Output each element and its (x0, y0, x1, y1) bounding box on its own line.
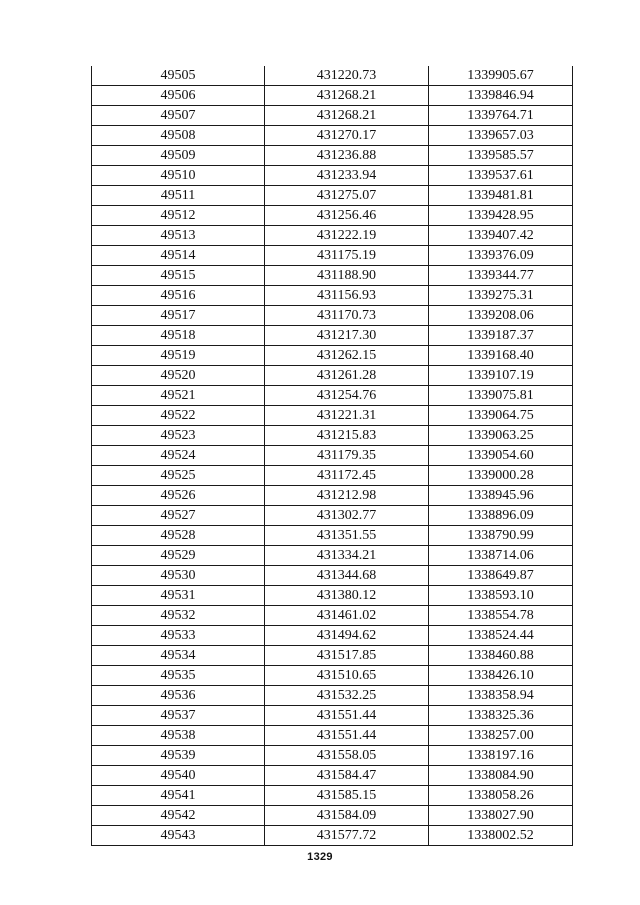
y-coordinate-cell: 1339407.42 (429, 226, 573, 246)
table-row (92, 626, 573, 646)
x-coordinate-cell: 431584.09 (265, 806, 429, 826)
x-coordinate-cell: 431494.62 (265, 626, 429, 646)
x-coordinate-cell: 431380.12 (265, 586, 429, 606)
point-number-cell: 49525 (92, 466, 265, 486)
point-number-cell: 49510 (92, 166, 265, 186)
table-row (92, 226, 573, 246)
table-row (92, 666, 573, 686)
point-number-cell: 49530 (92, 566, 265, 586)
y-coordinate-cell: 1338593.10 (429, 586, 573, 606)
x-coordinate-cell: 431179.35 (265, 446, 429, 466)
x-coordinate-cell: 431220.73 (265, 66, 429, 86)
point-number-cell: 49511 (92, 186, 265, 206)
x-coordinate-cell: 431217.30 (265, 326, 429, 346)
x-coordinate-cell: 431254.76 (265, 386, 429, 406)
point-number-cell: 49539 (92, 746, 265, 766)
x-coordinate-cell: 431261.28 (265, 366, 429, 386)
point-number-cell: 49527 (92, 506, 265, 526)
table-row (92, 186, 573, 206)
table-row (92, 286, 573, 306)
y-coordinate-cell: 1338524.44 (429, 626, 573, 646)
table-row (92, 126, 573, 146)
point-number-cell: 49524 (92, 446, 265, 466)
y-coordinate-cell: 1339208.06 (429, 306, 573, 326)
y-coordinate-cell: 1338358.94 (429, 686, 573, 706)
point-number-cell: 49529 (92, 546, 265, 566)
table-row (92, 446, 573, 466)
point-number-cell: 49514 (92, 246, 265, 266)
point-number-cell: 49538 (92, 726, 265, 746)
x-coordinate-cell: 431275.07 (265, 186, 429, 206)
table-row (92, 66, 573, 86)
x-coordinate-cell: 431344.68 (265, 566, 429, 586)
point-number-cell: 49516 (92, 286, 265, 306)
y-coordinate-cell: 1339428.95 (429, 206, 573, 226)
table-row (92, 426, 573, 446)
y-coordinate-cell: 1338058.26 (429, 786, 573, 806)
y-coordinate-cell: 1339275.31 (429, 286, 573, 306)
y-coordinate-cell: 1338257.00 (429, 726, 573, 746)
table-row (92, 166, 573, 186)
x-coordinate-cell: 431351.55 (265, 526, 429, 546)
x-coordinate-cell: 431170.73 (265, 306, 429, 326)
point-number-cell: 49521 (92, 386, 265, 406)
x-coordinate-cell: 431558.05 (265, 746, 429, 766)
table-row (92, 506, 573, 526)
point-number-cell: 49520 (92, 366, 265, 386)
table-row (92, 206, 573, 226)
table-row (92, 686, 573, 706)
x-coordinate-cell: 431175.19 (265, 246, 429, 266)
x-coordinate-cell: 431156.93 (265, 286, 429, 306)
y-coordinate-cell: 1339344.77 (429, 266, 573, 286)
table-row (92, 346, 573, 366)
point-number-cell: 49522 (92, 406, 265, 426)
point-number-cell: 49507 (92, 106, 265, 126)
y-coordinate-cell: 1338325.36 (429, 706, 573, 726)
point-number-cell: 49533 (92, 626, 265, 646)
table-row (92, 326, 573, 346)
x-coordinate-cell: 431461.02 (265, 606, 429, 626)
table-row (92, 266, 573, 286)
y-coordinate-cell: 1339905.67 (429, 66, 573, 86)
point-number-cell: 49505 (92, 66, 265, 86)
y-coordinate-cell: 1338084.90 (429, 766, 573, 786)
table-row (92, 106, 573, 126)
point-number-cell: 49512 (92, 206, 265, 226)
table-row (92, 526, 573, 546)
point-number-cell: 49541 (92, 786, 265, 806)
x-coordinate-cell: 431236.88 (265, 146, 429, 166)
y-coordinate-cell: 1339107.19 (429, 366, 573, 386)
y-coordinate-cell: 1339075.81 (429, 386, 573, 406)
point-number-cell: 49519 (92, 346, 265, 366)
x-coordinate-cell: 431221.31 (265, 406, 429, 426)
y-coordinate-cell: 1339000.28 (429, 466, 573, 486)
table-row (92, 546, 573, 566)
y-coordinate-cell: 1338649.87 (429, 566, 573, 586)
y-coordinate-cell: 1339764.71 (429, 106, 573, 126)
point-number-cell: 49537 (92, 706, 265, 726)
x-coordinate-cell: 431233.94 (265, 166, 429, 186)
point-number-cell: 49523 (92, 426, 265, 446)
table-row (92, 306, 573, 326)
point-number-cell: 49531 (92, 586, 265, 606)
x-coordinate-cell: 431551.44 (265, 706, 429, 726)
coordinates-table-body (92, 66, 573, 846)
point-number-cell: 49506 (92, 86, 265, 106)
point-number-cell: 49535 (92, 666, 265, 686)
x-coordinate-cell: 431532.25 (265, 686, 429, 706)
x-coordinate-cell: 431268.21 (265, 106, 429, 126)
point-number-cell: 49534 (92, 646, 265, 666)
y-coordinate-cell: 1338027.90 (429, 806, 573, 826)
x-coordinate-cell: 431510.65 (265, 666, 429, 686)
y-coordinate-cell: 1338945.96 (429, 486, 573, 506)
table-row (92, 746, 573, 766)
point-number-cell: 49509 (92, 146, 265, 166)
x-coordinate-cell: 431212.98 (265, 486, 429, 506)
y-coordinate-cell: 1339657.03 (429, 126, 573, 146)
x-coordinate-cell: 431172.45 (265, 466, 429, 486)
x-coordinate-cell: 431584.47 (265, 766, 429, 786)
y-coordinate-cell: 1339846.94 (429, 86, 573, 106)
table-row (92, 806, 573, 826)
x-coordinate-cell: 431222.19 (265, 226, 429, 246)
y-coordinate-cell: 1338197.16 (429, 746, 573, 766)
x-coordinate-cell: 431268.21 (265, 86, 429, 106)
x-coordinate-cell: 431188.90 (265, 266, 429, 286)
point-number-cell: 49518 (92, 326, 265, 346)
table-row (92, 786, 573, 806)
x-coordinate-cell: 431577.72 (265, 826, 429, 846)
x-coordinate-cell: 431256.46 (265, 206, 429, 226)
table-row (92, 606, 573, 626)
y-coordinate-cell: 1338002.52 (429, 826, 573, 846)
x-coordinate-cell: 431334.21 (265, 546, 429, 566)
table-row (92, 406, 573, 426)
point-number-cell: 49540 (92, 766, 265, 786)
y-coordinate-cell: 1338426.10 (429, 666, 573, 686)
table-row (92, 366, 573, 386)
y-coordinate-cell: 1339481.81 (429, 186, 573, 206)
table-row (92, 826, 573, 846)
table-row (92, 486, 573, 506)
table-row (92, 586, 573, 606)
x-coordinate-cell: 431551.44 (265, 726, 429, 746)
y-coordinate-cell: 1339537.61 (429, 166, 573, 186)
coordinates-table (91, 66, 573, 846)
page-number: 1329 (307, 851, 333, 863)
table-row (92, 566, 573, 586)
table-row (92, 86, 573, 106)
table-row (92, 726, 573, 746)
table-row (92, 646, 573, 666)
x-coordinate-cell: 431585.15 (265, 786, 429, 806)
point-number-cell: 49543 (92, 826, 265, 846)
table-row (92, 246, 573, 266)
y-coordinate-cell: 1339168.40 (429, 346, 573, 366)
point-number-cell: 49517 (92, 306, 265, 326)
table-row (92, 146, 573, 166)
point-number-cell: 49508 (92, 126, 265, 146)
y-coordinate-cell: 1338896.09 (429, 506, 573, 526)
y-coordinate-cell: 1339063.25 (429, 426, 573, 446)
table-row (92, 386, 573, 406)
x-coordinate-cell: 431215.83 (265, 426, 429, 446)
x-coordinate-cell: 431262.15 (265, 346, 429, 366)
table-row (92, 706, 573, 726)
table-row (92, 466, 573, 486)
y-coordinate-cell: 1338460.88 (429, 646, 573, 666)
point-number-cell: 49536 (92, 686, 265, 706)
table-row (92, 766, 573, 786)
y-coordinate-cell: 1339376.09 (429, 246, 573, 266)
point-number-cell: 49515 (92, 266, 265, 286)
x-coordinate-cell: 431270.17 (265, 126, 429, 146)
point-number-cell: 49528 (92, 526, 265, 546)
point-number-cell: 49513 (92, 226, 265, 246)
x-coordinate-cell: 431302.77 (265, 506, 429, 526)
point-number-cell: 49532 (92, 606, 265, 626)
y-coordinate-cell: 1339064.75 (429, 406, 573, 426)
point-number-cell: 49526 (92, 486, 265, 506)
y-coordinate-cell: 1338714.06 (429, 546, 573, 566)
point-number-cell: 49542 (92, 806, 265, 826)
y-coordinate-cell: 1339585.57 (429, 146, 573, 166)
y-coordinate-cell: 1338790.99 (429, 526, 573, 546)
y-coordinate-cell: 1339187.37 (429, 326, 573, 346)
y-coordinate-cell: 1338554.78 (429, 606, 573, 626)
y-coordinate-cell: 1339054.60 (429, 446, 573, 466)
x-coordinate-cell: 431517.85 (265, 646, 429, 666)
